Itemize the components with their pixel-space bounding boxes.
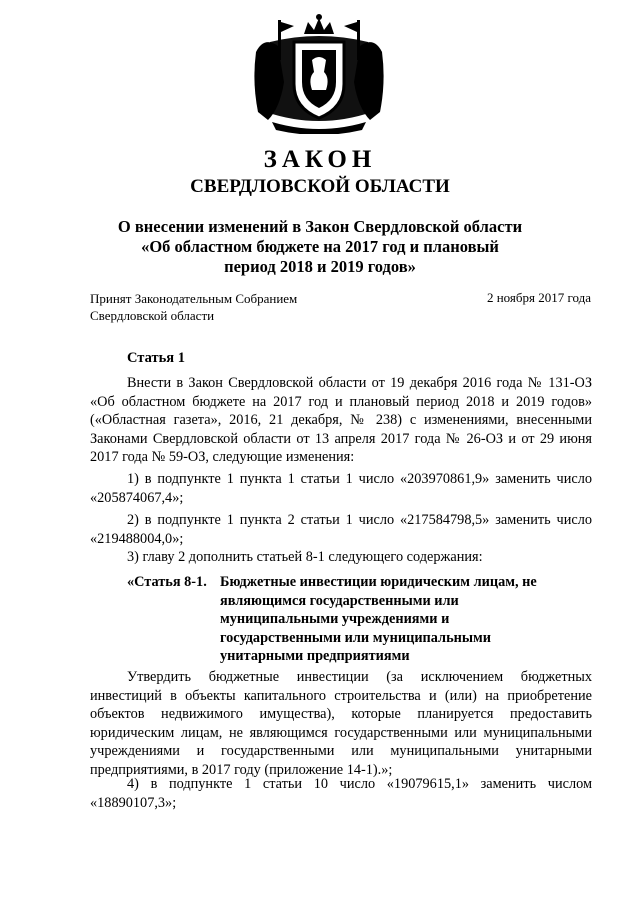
subject-line: О внесении изменений в Закон Свердловской области	[117, 217, 523, 236]
document-subject	[100, 217, 540, 277]
document-region: СВЕРДЛОВСКОЙ ОБЛАСТИ	[190, 176, 450, 197]
subject-line: «Об областном бюджете на 2017 год и плановый	[141, 237, 499, 256]
new-article-label: «Статья 8-1.	[127, 574, 207, 590]
new-article-title: Бюджетные инвестиции юридическим лицам, не являющимся государственными или муниципальными учреждениями и государственными или муниципальными унитарными предприятиями	[220, 574, 537, 665]
new-article-text: Утвердить бюджетные инвестиции (за исключением бюджетных инвестиций в объекты капитального строительства и (или) на приобретение объектов недвижимого имущества), которые планируется предоставить юридическим лицам, не являющимся государственными или муниципальными учреждениями и государственными или муниципальными унитарными предприятиями, в 2017 году (приложение 14-1).»;	[90, 669, 592, 778]
item-2-paragraph: 2) в подпункте 1 пункта 2 статьи 1 число «217584798,5» заменить число «219488004,0»;	[90, 512, 592, 547]
adopted-by-line: Принят Законодательным Собранием	[90, 291, 298, 306]
subject-line: период 2018 и 2019 годов»	[224, 257, 416, 276]
article-heading: Статья 1	[127, 350, 185, 366]
item-3-paragraph: 3) главу 2 дополнить статьей 8-1 следующего содержания:	[127, 549, 483, 565]
adopted-by	[90, 290, 297, 324]
item-4-paragraph: 4) в подпункте 1 статьи 10 число «19079615,1» заменить числом «18890107,3»;	[90, 776, 592, 811]
intro-paragraph: Внести в Закон Свердловской области от 19 декабря 2016 года № 131-ОЗ «Об областном бюджете на 2017 год и плановый период 2018 и 2019 годов» («Областная газета», 2016, 21 декабря, № 238) с изменениями, внесенными Законами Свердловской области от 13 апреля 2017 года № 26-ОЗ и от 29 июня 2017 года № 59-ОЗ, следующие изменения:	[90, 375, 592, 466]
adopted-by-line: Свердловской области	[90, 308, 215, 323]
coat-of-arms-emblem	[250, 12, 388, 134]
document-title: ЗАКОН	[263, 146, 377, 173]
item-1-paragraph: 1) в подпункте 1 пункта 1 статьи 1 число «203970861,9» заменить число «205874067,4»;	[90, 471, 592, 506]
adoption-date: 2 ноября 2017 года	[486, 290, 591, 305]
